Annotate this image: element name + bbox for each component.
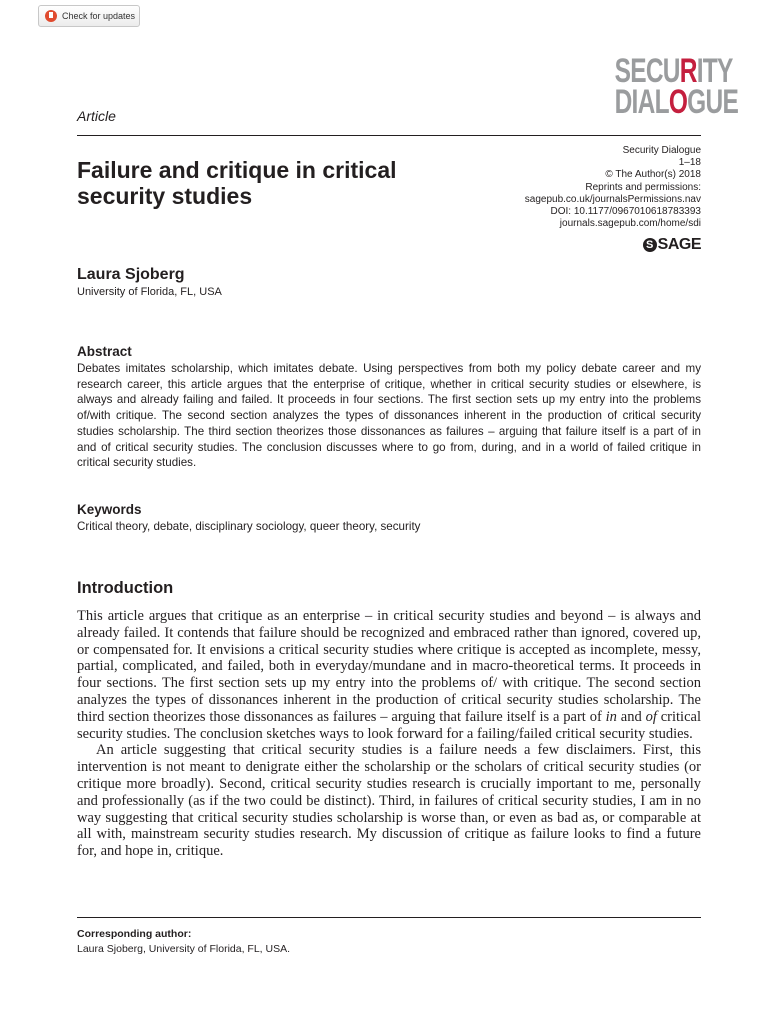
publisher-logo (643, 236, 701, 254)
intro-paragraph-1: This article argues that critique as an enterprise – in critical security studies and beyond – is always and already failed. It contends that failure should be recognized and embraced rather than ignored, covered up, or compensated for. It envisions a critical security studies where critique is accepted as incomplete, messy, partial, complicated, and failed, both in everyday/mundane and in macro-theoretical terms. It proceeds in four sections. The first section sets up my entry into the problems of/ with critique. The second section analyzes the types of dissonances inherent in the production of critical security studies scholarship. The third section theorizes those dissonances as failures – arguing that failure itself is a part of in and of critical security studies. The conclusion sketches ways to look forward for a failing/failed critical security studies. (77, 608, 701, 742)
corresponding-author-text: Laura Sjoberg, University of Florida, FL, USA. (77, 943, 291, 955)
intro-paragraph-2: An article suggesting that critical security studies is a failure needs a few disclaimers. First, this intervention is not meant to denigrate either the scholarship or the scholars of critical security studies (or critique more broadly). Second, critical security studies research is crucially important to me, personally and professionally (as if the two could be distinct). Third, in failures of critical security studies, I am in no way suggesting that critical security studies scholarship is worse than, or even as bad as, or comparable at all with, mainstream security studies research. My discussion of critique as failure looks to find a future for, and hope in, critique. (77, 742, 701, 860)
journal-logo-line1: SECURITY (614, 52, 733, 90)
check-for-updates-label: Check for updates (62, 11, 136, 21)
reprints-label: Reprints and permissions: (585, 181, 701, 193)
footnote-divider (77, 917, 701, 918)
doi[interactable]: DOI: 10.1177/0967010618783393 (550, 206, 701, 218)
journal-logo-line2: DIALOGUE (614, 83, 739, 121)
update-badge-icon (45, 10, 57, 22)
article-type-label: Article (77, 108, 116, 124)
permissions-link[interactable]: sagepub.co.uk/journalsPermissions.nav (524, 193, 701, 205)
header-divider (77, 135, 701, 136)
author-name: Laura Sjoberg (77, 266, 185, 283)
check-for-updates-button[interactable] (38, 5, 140, 27)
sage-logo-icon: S (643, 238, 657, 252)
keywords-text: Critical theory, debate, disciplinary sociology, queer theory, security (77, 520, 421, 533)
page-range: 1–18 (678, 157, 701, 169)
author-affiliation: University of Florida, FL, USA (77, 286, 222, 298)
journal-logo (614, 52, 739, 121)
keywords-heading: Keywords (77, 502, 142, 517)
publisher-name: SAGE (657, 236, 701, 253)
journal-name: Security Dialogue (622, 145, 701, 156)
journal-home-link[interactable]: journals.sagepub.com/home/sdi (559, 218, 701, 230)
corresponding-author-heading: Corresponding author: (77, 928, 192, 940)
introduction-heading: Introduction (77, 579, 174, 597)
abstract-text: Debates imitates scholarship, which imitates debate. Using perspectives from both my policy debate career and my research career, this article argues that the enterprise of critique, whether in critical security studies or elsewhere, is always and already failing and failed. It proceeds in four sections. The first section sets up my entry into the problems of/with critique. The second section analyzes the types of dissonances inherent in the production of critical security studies scholarship. The third section theorizes those dissonances as failures – arguing that failure itself is a part of in and of critical security studies. The conclusion discusses where to go from, during, and in a world of failed critique in critical security studies. (77, 362, 701, 470)
abstract-heading: Abstract (77, 344, 132, 359)
article-title: Failure and critique in critical security studies (77, 157, 397, 209)
introduction-body (77, 608, 701, 860)
copyright: © The Author(s) 2018 (605, 169, 701, 181)
publication-info (441, 145, 701, 230)
